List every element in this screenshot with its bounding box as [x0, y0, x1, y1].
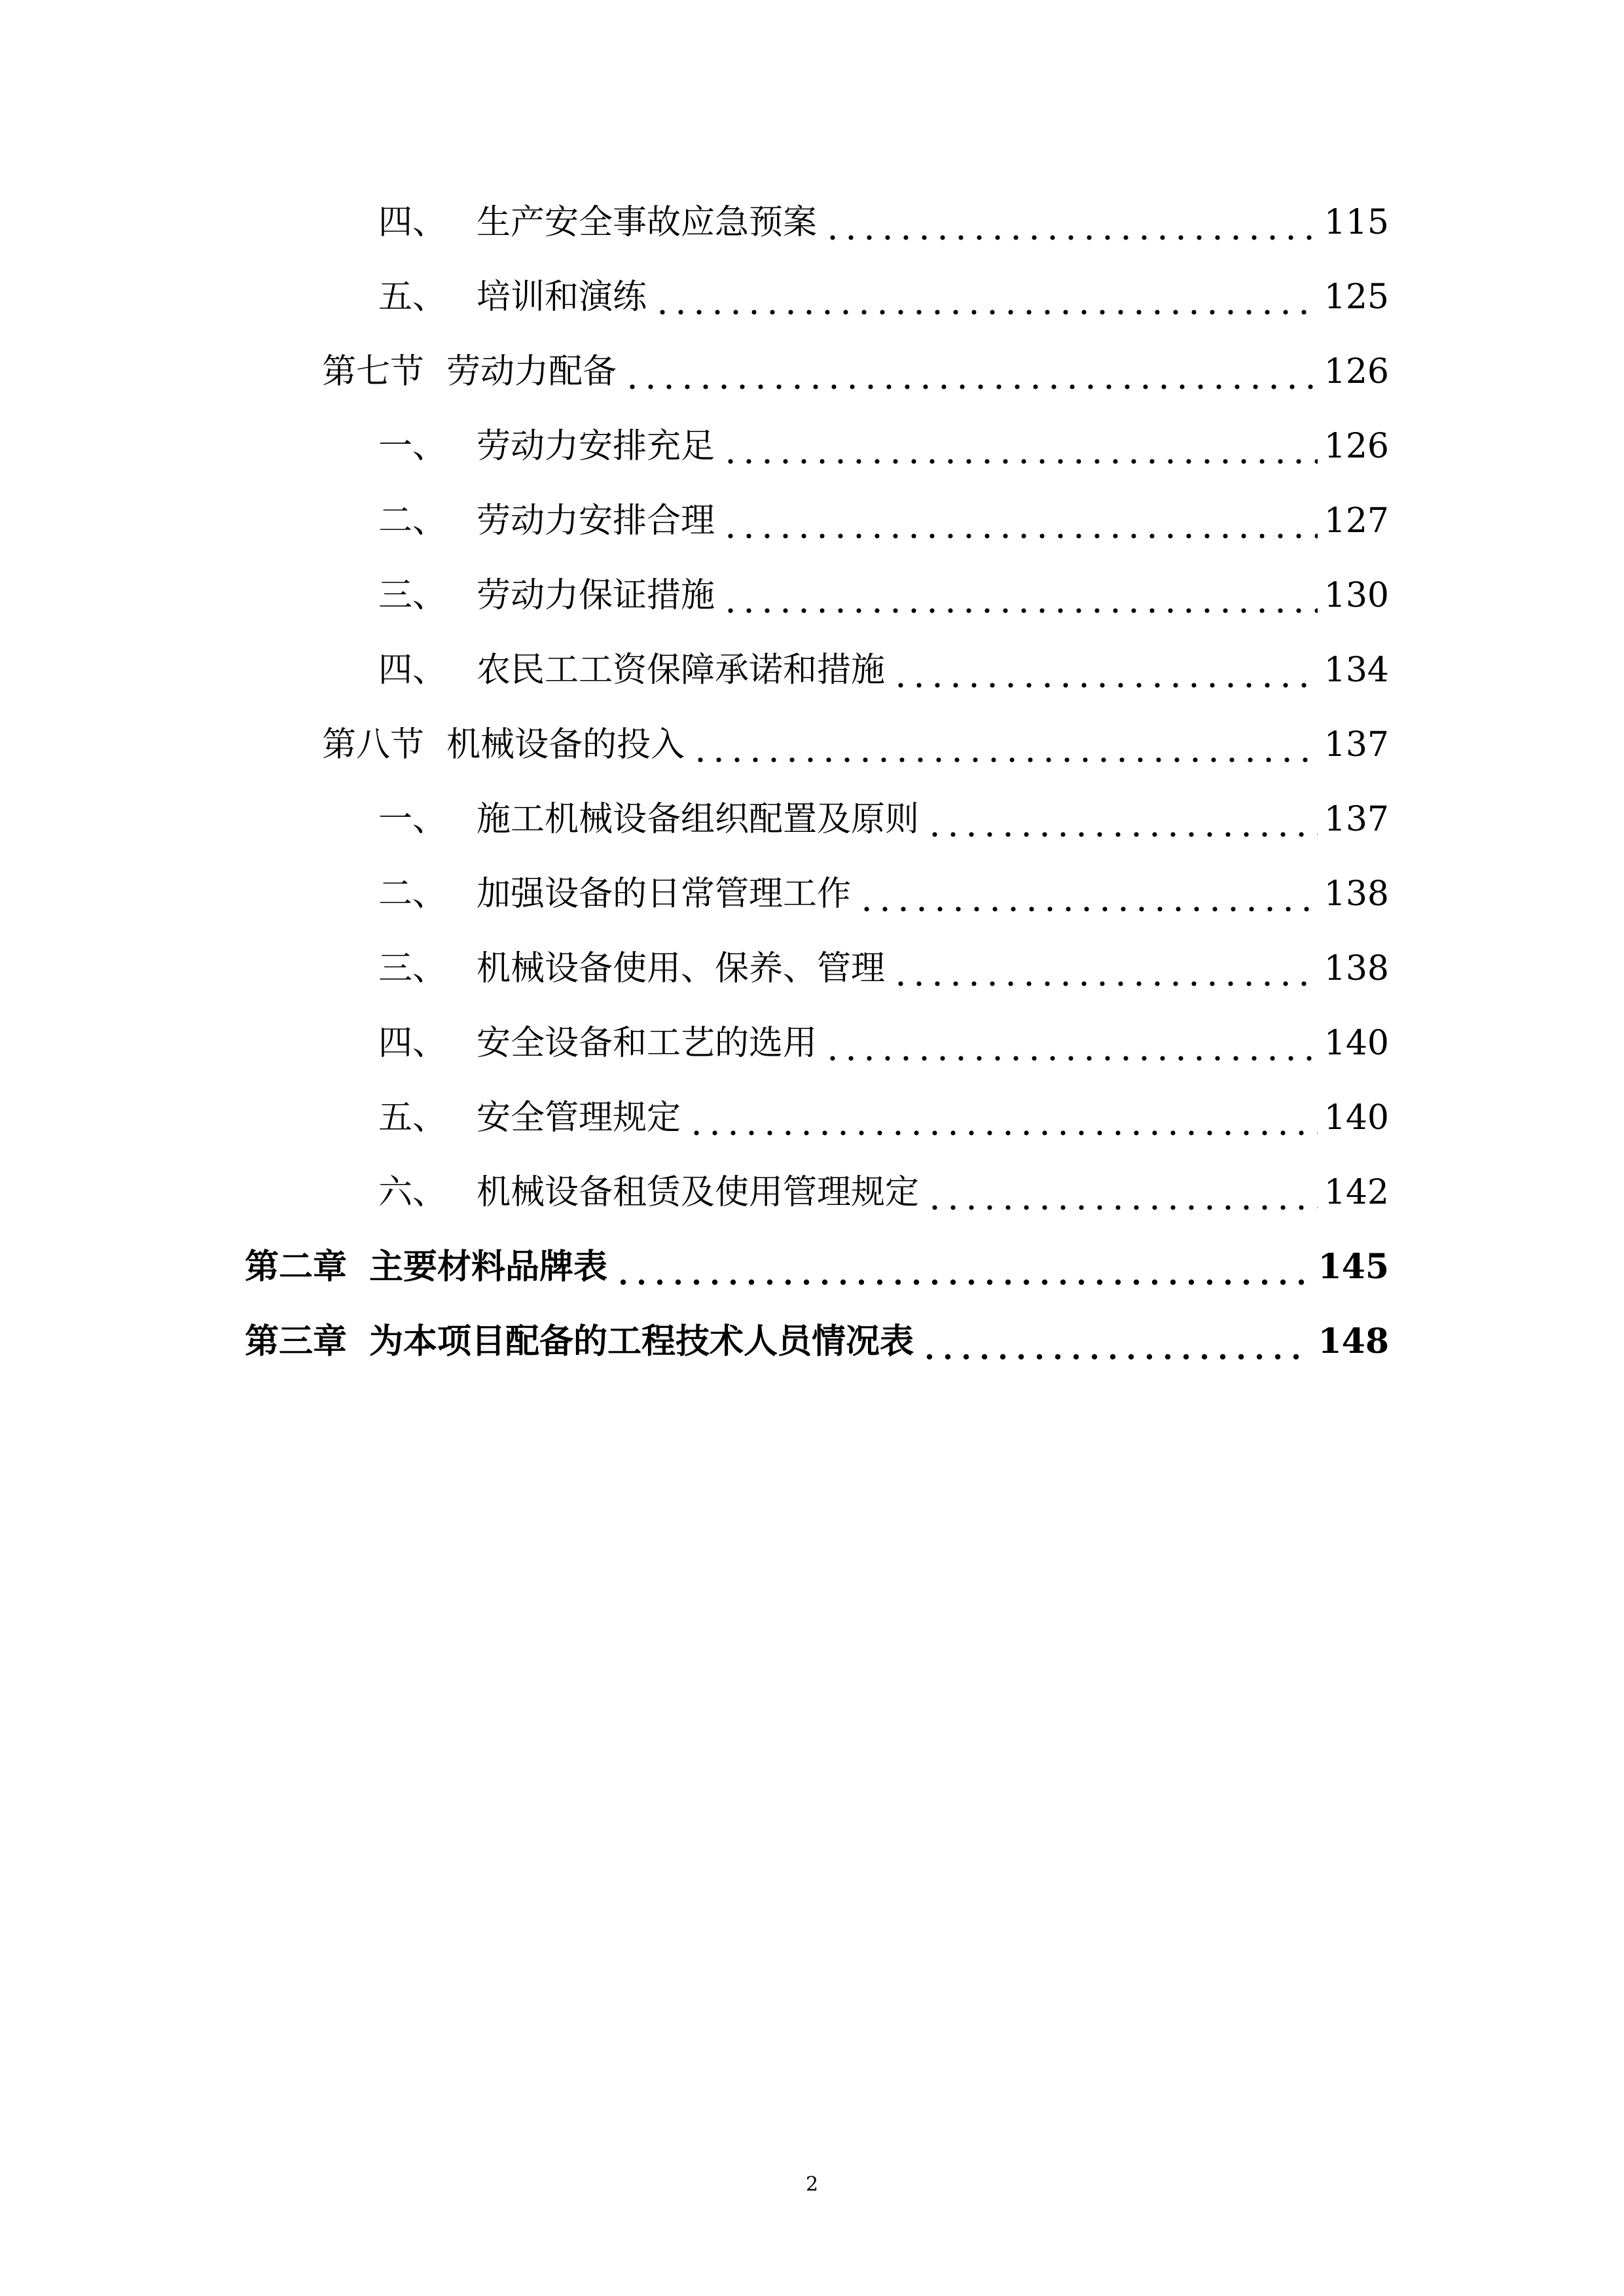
toc-entry[interactable] [322, 342, 1389, 401]
toc-entry[interactable] [245, 1312, 1389, 1371]
dot-leader [823, 1014, 1318, 1073]
toc-entry-page: 142 [1324, 1173, 1389, 1212]
toc-entry[interactable] [378, 268, 1389, 327]
toc-entry-title: 安全设备和工艺的选用 [477, 1024, 818, 1063]
toc-entry-title: 生产安全事故应急预案 [477, 203, 818, 242]
toc-entry[interactable] [378, 865, 1389, 924]
dot-leader [857, 865, 1318, 924]
toc-entry[interactable] [378, 1088, 1389, 1147]
toc-entry-page: 126 [1324, 427, 1389, 466]
toc-entry-number: 四、 [378, 203, 447, 242]
toc-entry-page: 140 [1324, 1024, 1389, 1063]
dot-leader [721, 492, 1318, 550]
toc-entry-title: 机械设备使用、保养、管理 [477, 949, 886, 988]
toc-entry-number: 四、 [378, 1024, 447, 1063]
page-number: 2 [805, 2173, 819, 2196]
toc-entry-number: 三、 [378, 949, 447, 988]
dot-leader [623, 342, 1318, 401]
toc-entry-number: 第七节 [322, 352, 425, 391]
toc-entry-number: 四、 [378, 651, 447, 690]
toc-entry-title: 机械设备租赁及使用管理规定 [477, 1173, 920, 1212]
toc-entry-number: 二、 [378, 501, 447, 541]
toc-entry[interactable] [322, 715, 1389, 774]
toc-entry-number: 二、 [378, 874, 447, 914]
toc-entry-page: 137 [1324, 800, 1389, 839]
dot-leader [721, 417, 1318, 476]
dot-leader [721, 566, 1318, 625]
toc-entry-number: 第八节 [322, 725, 425, 764]
toc-entry[interactable] [378, 1163, 1389, 1222]
toc-entry[interactable] [378, 193, 1389, 252]
toc-entry-title: 农民工工资保障承诺和措施 [477, 651, 886, 690]
toc-entry-title: 主要材料品牌表 [369, 1247, 608, 1287]
toc-entry[interactable] [378, 492, 1389, 550]
dot-leader [823, 193, 1318, 252]
toc-entry-number: 六、 [378, 1173, 447, 1212]
toc-entry-page: 137 [1324, 725, 1389, 764]
dot-leader [691, 715, 1318, 774]
toc-entry[interactable] [378, 417, 1389, 476]
toc-entry[interactable] [378, 641, 1389, 700]
toc-entry-page: 148 [1318, 1321, 1389, 1361]
toc-entry-title: 安全管理规定 [477, 1098, 681, 1138]
toc-entry-number: 五、 [378, 1098, 447, 1138]
toc-entry-title: 劳动力安排合理 [477, 501, 715, 541]
toc-entry-page: 130 [1324, 576, 1389, 615]
toc-entry-page: 134 [1324, 651, 1389, 690]
toc-entry-page: 140 [1324, 1098, 1389, 1138]
dot-leader [926, 1163, 1318, 1222]
toc-entry-page: 115 [1324, 203, 1389, 242]
toc-entry-title: 劳动力配备 [446, 352, 617, 391]
toc-entry-number: 一、 [378, 800, 447, 839]
toc-entry-page: 126 [1324, 352, 1389, 391]
toc-entry-number: 第三章 [245, 1321, 348, 1361]
dot-leader [926, 790, 1318, 849]
toc-entry[interactable] [378, 566, 1389, 625]
dot-leader [653, 268, 1318, 327]
toc-entry[interactable] [378, 790, 1389, 849]
toc-entry-page: 138 [1324, 874, 1389, 914]
toc-entry-number: 第二章 [245, 1247, 348, 1287]
dot-leader [892, 641, 1318, 700]
toc-entry-title: 培训和演练 [477, 278, 647, 317]
toc-entry-page: 125 [1324, 278, 1389, 317]
toc-entry-number: 三、 [378, 576, 447, 615]
toc-entry-number: 五、 [378, 278, 447, 317]
toc-entry-title: 劳动力保证措施 [477, 576, 715, 615]
toc-entry-page: 145 [1318, 1247, 1389, 1287]
toc-entry-title: 加强设备的日常管理工作 [477, 874, 852, 914]
toc-entry[interactable] [378, 939, 1389, 998]
toc-entry-title: 机械设备的投入 [446, 725, 685, 764]
toc-entry-title: 为本项目配备的工程技术人员情况表 [369, 1321, 914, 1361]
dot-leader [687, 1088, 1318, 1147]
toc-entry-title: 劳动力安排充足 [477, 427, 715, 466]
toc-entry[interactable] [245, 1238, 1389, 1297]
toc-entry-page: 138 [1324, 949, 1389, 988]
toc-entry[interactable] [378, 1014, 1389, 1073]
toc-entry-page: 127 [1324, 501, 1389, 541]
toc-entry-number: 一、 [378, 427, 447, 466]
dot-leader [892, 939, 1318, 998]
dot-leader [920, 1312, 1311, 1371]
toc-entry-title: 施工机械设备组织配置及原则 [477, 800, 920, 839]
dot-leader [614, 1238, 1311, 1297]
